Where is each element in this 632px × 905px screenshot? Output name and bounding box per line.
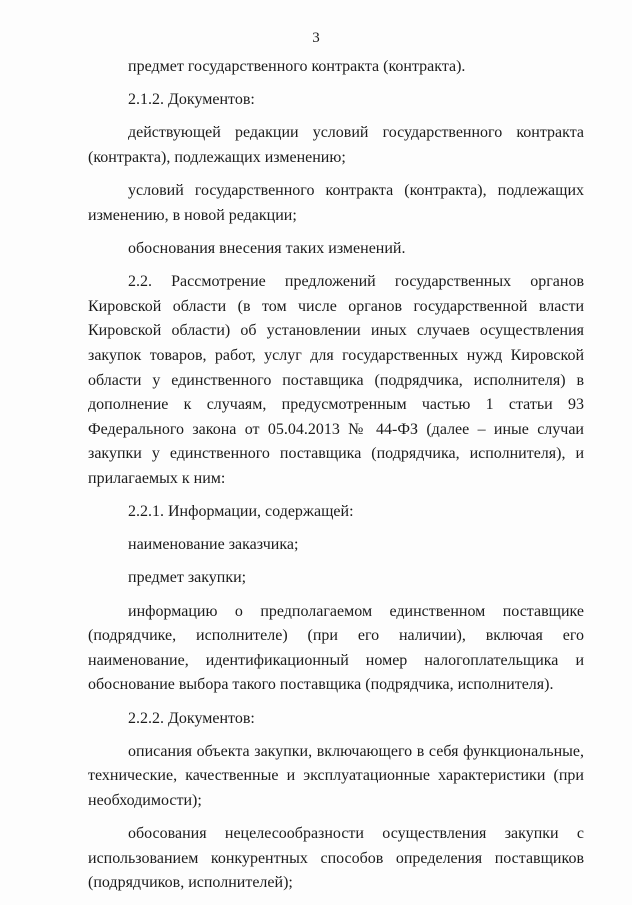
- paragraph: предмет государственного контракта (контракта).: [128, 58, 466, 75]
- paragraph: обоснования внесения таких изменений.: [128, 239, 406, 257]
- section-heading: 2.2.2. Документов:: [128, 709, 255, 727]
- page-number: 3: [312, 30, 320, 46]
- paragraph: условий государственного контракта (контракта), подлежащих изменению, в новой редакции;: [88, 182, 584, 224]
- paragraph: информацию о предполагаемом единственном поставщике (подрядчике, исполнителе) (при его наличии), включая его наименование, идентификационный номер налогоплательщика и обоснование выбора такого поставщика (подрядчика, исполнителя).: [88, 602, 584, 694]
- paragraph: 2.2. Рассмотрение предложений государственных органов Кировской области (в том числе органов государственной власти Кировской области) об установлении иных случаев осуществления закупок товаров, работ, услуг для государственных нужд Кировской области у единственного поставщика (подрядчика, исполнителя) в дополнение к случаям, предусмотренным частью 1 статьи 93 Федерального закона от 05.04.2013 № 44-ФЗ (далее – иные случаи закупки у единственного поставщика (подрядчика, исполнителя), и прилагаемых к ним:: [88, 273, 584, 487]
- paragraph: наименование заказчика;: [128, 536, 299, 554]
- section-heading: 2.2.1. Информации, содержащей:: [128, 503, 354, 521]
- paragraph: действующей редакции условий государственного контракта (контракта), подлежащих изменению;: [88, 124, 584, 166]
- section-heading: 2.1.2. Документов:: [128, 91, 255, 109]
- document-body: [88, 55, 584, 896]
- paragraph: предмет закупки;: [128, 569, 247, 587]
- paragraph: описания объекта закупки, включающего в себя функциональные, технические, качественные и эксплуатационные характеристики (при необходимости);: [88, 742, 584, 809]
- paragraph: обосования нецелесообразности осуществления закупки с использованием конкурентных способов определения поставщиков (подрядчиков, исполнителей);: [88, 825, 584, 892]
